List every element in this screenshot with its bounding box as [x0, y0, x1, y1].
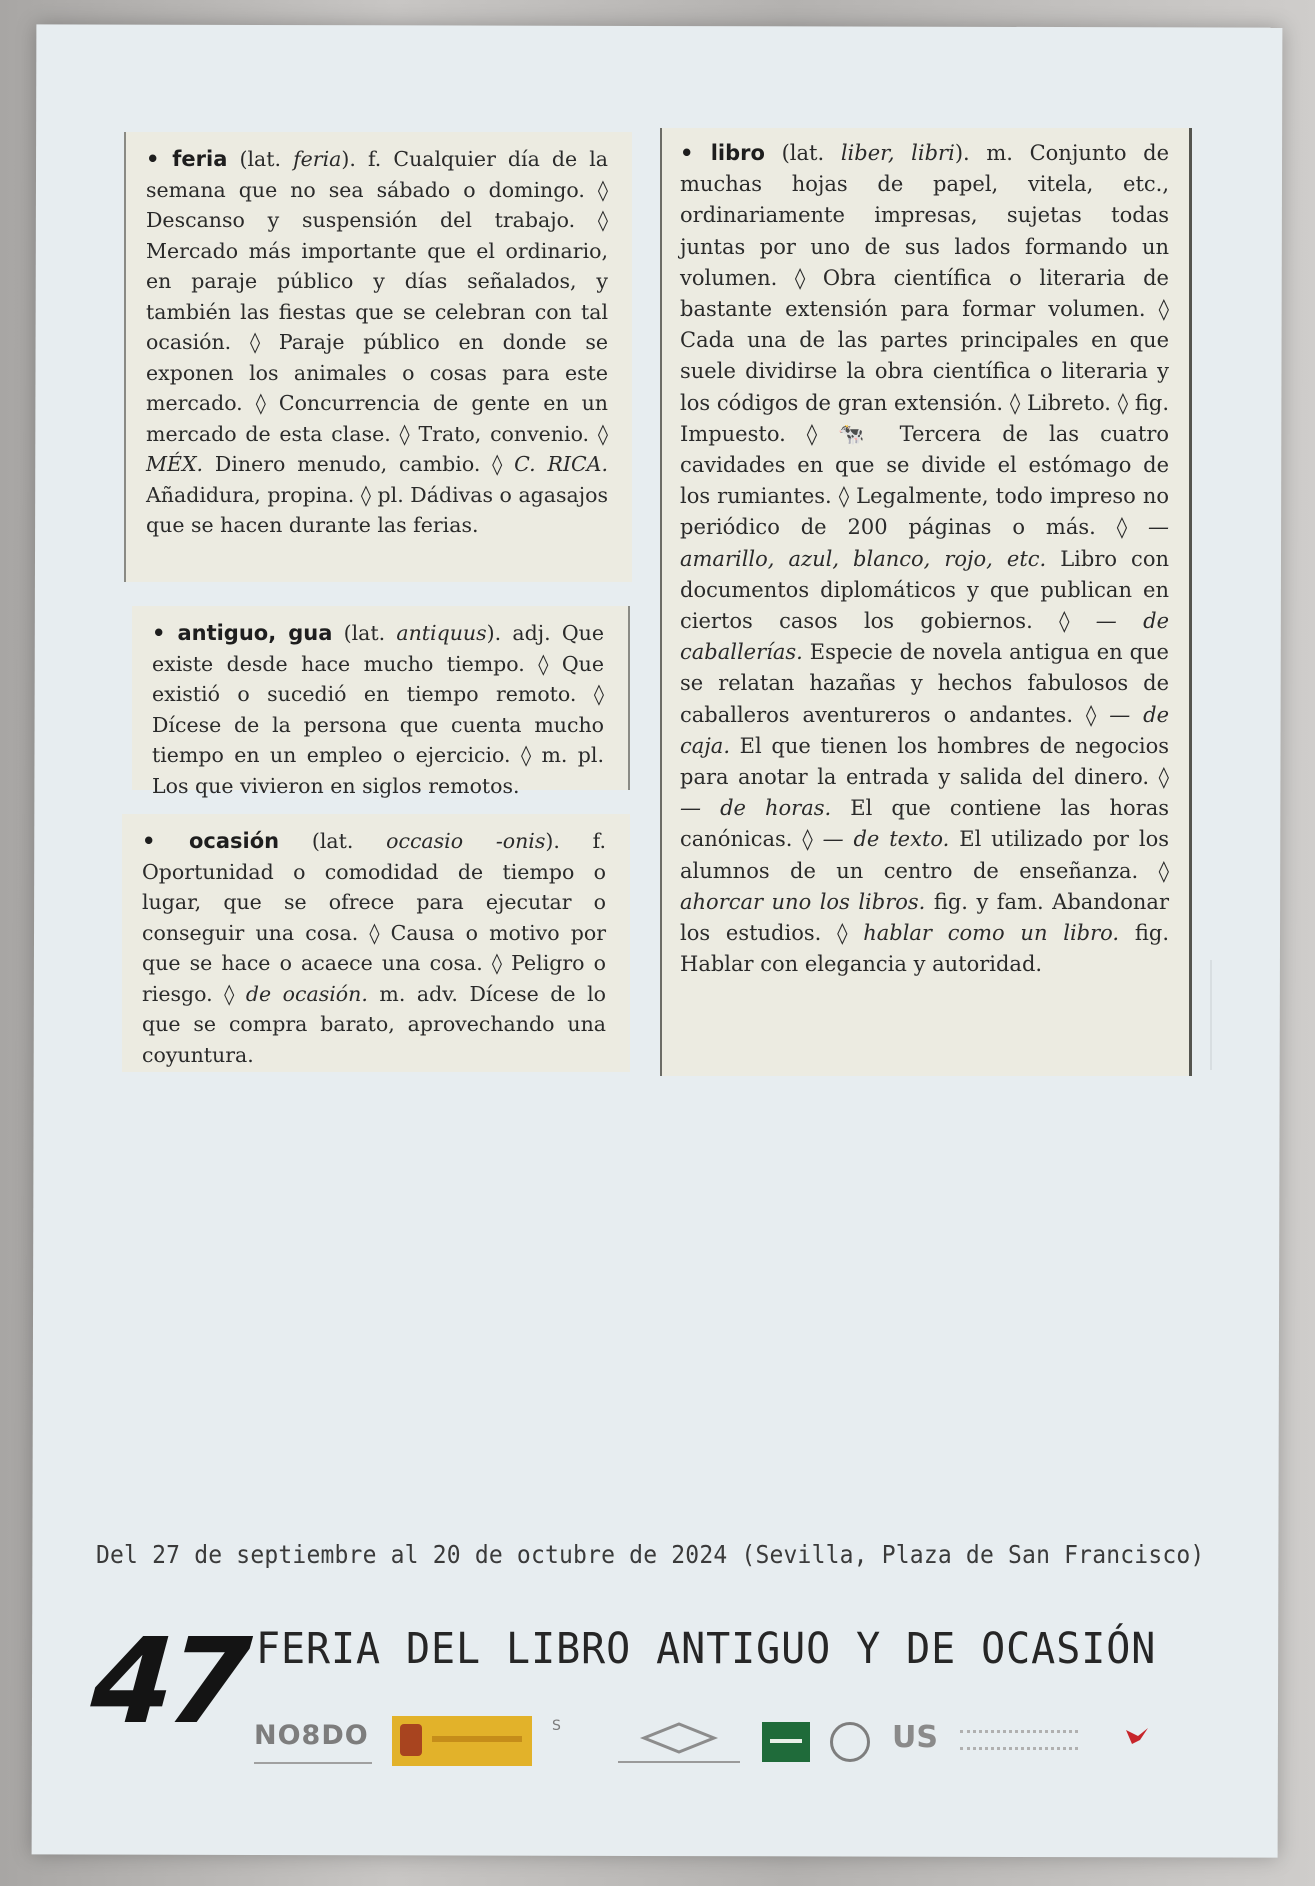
nodo-logo: NO8DO: [254, 1720, 369, 1751]
coat-of-arms-icon: [400, 1724, 422, 1756]
paper-crease: [1210, 960, 1212, 1070]
event-dates: Del 27 de septiembre al 20 de octubre de 2024 (Sevilla, Plaza de San Francisco): [96, 1540, 1205, 1569]
clipping-feria: [124, 132, 632, 582]
entry-body-antiguo: (lat. antiquus). adj. Que existe desde hace mucho tiempo. ◊ Que existió o sucedió en tiempo remoto. ◊ Dícese de la persona que cuenta mucho tiempo en un empleo o ejercicio. ◊ m. pl. Los que vivieron en siglos remotos.: [152, 621, 604, 798]
nodo-logo-underline: [254, 1762, 372, 1764]
entry-body-ocasion: (lat. occasio -onis). f. Oportunidad o comodidad de tiempo o lugar, que se ofrece para ejecutar o conseguir una cosa. ◊ Causa o motivo por que se hace o acaece una cosa. ◊ Peligro o riesgo. ◊ de ocasión. m. adv. Dícese de lo que se compra barato, aprovechando una coyuntura.: [142, 829, 607, 1067]
clipping-ocasion: [122, 814, 630, 1072]
clipping-libro: [660, 128, 1192, 1076]
universidad-sevilla-text-lines: [960, 1730, 1078, 1750]
government-logo-text-bar: [432, 1736, 522, 1742]
entry-body-libro: (lat. liber, libri). m. Conjunto de muchas hojas de papel, vitela, etc., ordinariamente impresas, sujetas todas juntas por uno de sus lados formando un volumen. ◊ Obra científica o literaria de bastante extensión para formar volumen. ◊ Cada una de las partes principales en que suele dividirse la obra científica o literaria y los códigos de gran extensión. ◊ Libreto. ◊ fig. Impuesto. ◊ 🐄 Tercera de las cuatro cavidades en que se divide el estómago de los rumiantes. ◊ Legalmente, todo impreso no periódico de 200 páginas o más. ◊ — amarillo, azul, blanco, rojo, etc. Libro con documentos diplomáticos y que publican en ciertos casos los gobiernos. ◊ — de caballerías. Especie de novela antigua en que se relatan hazañas y hechos fabulosos de caballeros aventureros o andantes. ◊ — de caja. El que tienen los hombres de negocios para anotar la entrada y salida del dinero. ◊ — de horas. El que contiene las horas canónicas. ◊ — de texto. El utilizado por los alumnos de un centro de enseñanza. ◊ ahorcar uno los libros. fig. y fam. Abandonar los estudios. ◊ hablar como un libro. fig. Hablar con elegancia y autoridad.: [680, 141, 1169, 977]
entry-head-libro: • libro: [680, 141, 765, 165]
entry-head-antiguo: • antiguo, gua: [152, 621, 333, 645]
open-book-icon: [614, 1718, 744, 1766]
event-title: FERIA DEL LIBRO ANTIGUO Y DE OCASIÓN: [256, 1624, 1157, 1674]
entry-head-ocasion: • ocasión: [142, 829, 280, 853]
entry-head-feria: • feria: [146, 147, 228, 171]
universidad-sevilla-logo: US: [892, 1720, 938, 1755]
entry-body-feria: (lat. feria). f. Cualquier día de la semana que no sea sábado o domingo. ◊ Descanso y suspensión del trabajo. ◊ Mercado más importante que el ordinario, en paraje público y días señalados, y también las fiestas que se celebran con tal ocasión. ◊ Paraje público en donde se exponen los animales o cosas para este mercado. ◊ Concurrencia de gente en un mercado de esta clase. ◊ Trato, convenio. ◊ MÉX. Dinero menudo, cambio. ◊ C. RICA. Añadidura, propina. ◊ pl. Dádivas o agasajos que se hacen durante las ferias.: [146, 147, 608, 537]
circular-emblem-icon: [830, 1722, 870, 1762]
clipping-antiguo: [132, 606, 630, 798]
red-bird-icon: [1124, 1726, 1150, 1746]
edition-number: 47: [87, 1612, 250, 1750]
junta-andalucia-stripe: [770, 1739, 802, 1743]
sponsor-logos: [254, 1712, 1244, 1782]
small-s-logo: S: [552, 1718, 561, 1734]
